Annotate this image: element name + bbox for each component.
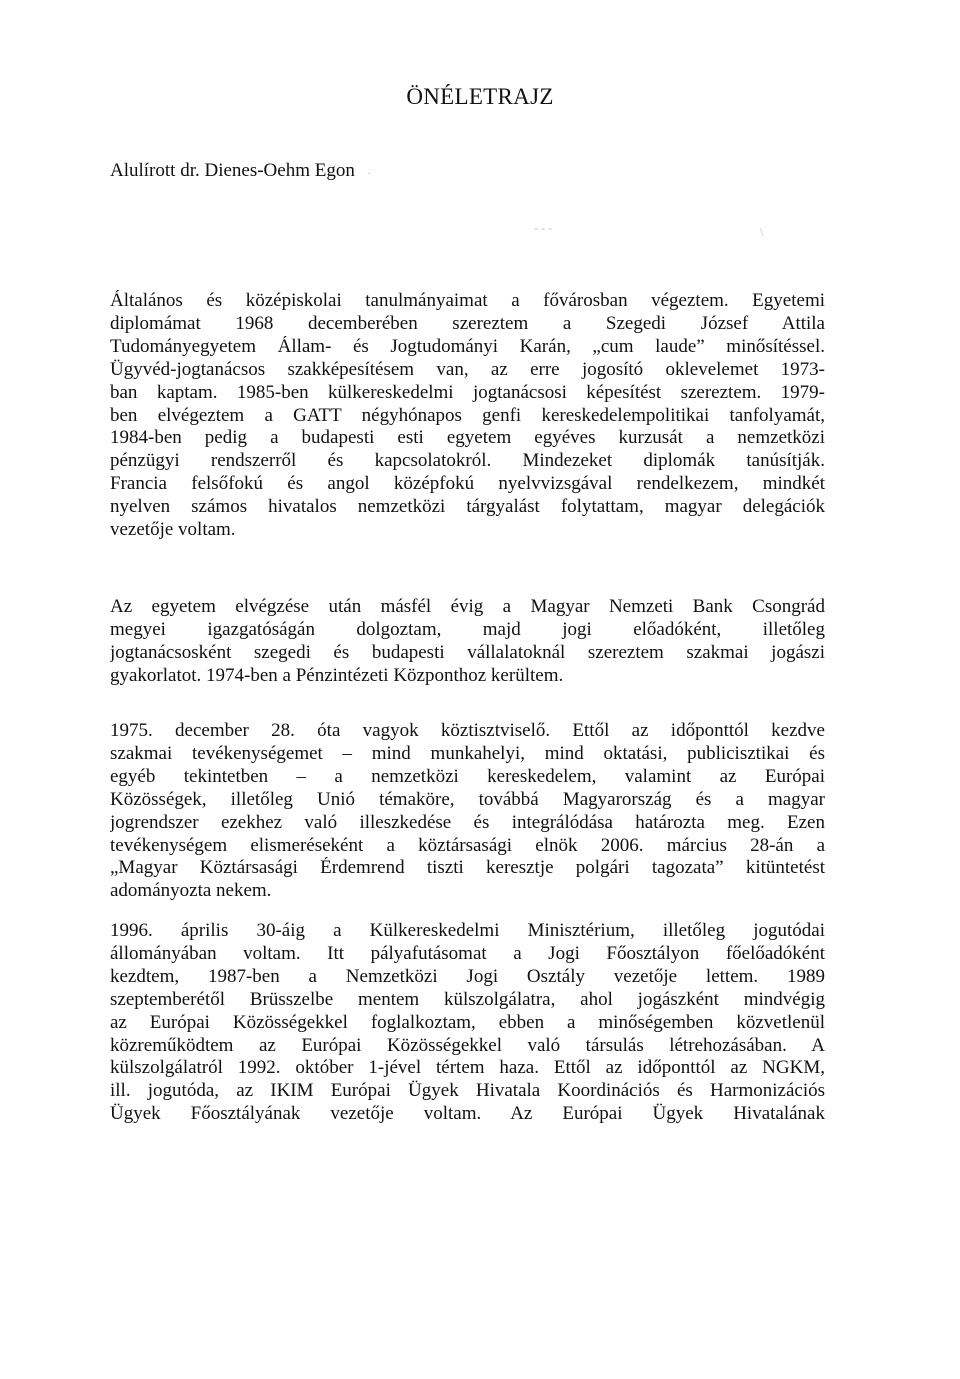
- text-line: ben elvégeztem a GATT négyhónapos genfi kereskedelempolitikai tanfolyamát,: [110, 404, 825, 426]
- text-line: szeptemberétől Brüsszelbe mentem külszolgálatra, ahol jogászként mindvégig: [110, 988, 825, 1010]
- text-line: Ügyvéd-jogtanácsos szakképesítésem van, az erre jogosító oklevelemet 1973-: [110, 358, 825, 380]
- scan-speck: ·: [367, 166, 371, 180]
- text-line: „Magyar Köztársasági Érdemrend tiszti keresztje polgári tagozata” kitüntetést: [110, 857, 825, 879]
- paragraph-civil-service: [110, 720, 825, 903]
- text-line: Az egyetem elvégzése után másfél évig a Magyar Nemzeti Bank Csongrád: [110, 596, 825, 617]
- text-line: ban kaptam. 1985-ben külkereskedelmi jogtanácsosi képesítést szereztem. 1979-: [110, 381, 825, 403]
- paragraph-ministry: [110, 920, 825, 1126]
- text-line: nyelven számos hivatalos nemzetközi tárgyalást folytattam, magyar delegációk: [110, 496, 825, 518]
- text-line: 1984-ben pedig a budapesti esti egyetem egyéves kurzusát a nemzetközi: [110, 427, 825, 449]
- text-line: Ügyek Főosztályának vezetője voltam. Az Európai Ügyek Hivatalának: [110, 1103, 825, 1125]
- text-line: szakmai tevékenységemet – mind munkahelyi, mind oktatási, publicisztikai és: [110, 742, 825, 764]
- paragraph-education: [110, 290, 825, 542]
- text-line: kezdtem, 1987-ben a Nemzetközi Jogi Osztály vezetője lettem. 1989: [110, 965, 825, 987]
- text-line: 1996. április 30-áig a Külkereskedelmi Minisztérium, illetőleg jogutódai: [110, 920, 825, 941]
- text-line: Közösségek, illetőleg Unió témaköre, továbbá Magyarország és a magyar: [110, 788, 825, 810]
- text-line: egyéb tekintetben – a nemzetközi kereskedelem, valamint az Európai: [110, 765, 825, 787]
- scan-speck: - - -: [534, 221, 552, 235]
- text-line: diplomámat 1968 decemberében szereztem a Szegedi József Attila: [110, 312, 825, 334]
- text-line: pénzügyi rendszerről és kapcsolatokról. Mindezeket diplomák tanúsítják.: [110, 450, 825, 472]
- text-line: adományozta nekem.: [110, 880, 272, 902]
- text-line: gyakorlatot. 1974-ben a Pénzintézeti Központhoz kerültem.: [110, 664, 564, 686]
- text-line: állományában voltam. Itt pályafutásomat a Jogi Főosztályon főelőadóként: [110, 942, 825, 964]
- text-line: ill. jogutóda, az IKIM Európai Ügyek Hivatala Koordinációs és Harmonizációs: [110, 1080, 825, 1102]
- text-line: jogtanácsosként szegedi és budapesti vállalatoknál szereztem szakmai jogászi: [110, 641, 825, 663]
- text-line: külszolgálatról 1992. október 1-jével tértem haza. Ettől az időponttól az NGKM,: [110, 1057, 825, 1079]
- text-line: vezetője voltam.: [110, 519, 236, 541]
- text-line: Tudományegyetem Állam- és Jogtudományi Karán, „cum laude” minősítéssel.: [110, 335, 825, 357]
- text-line: az Európai Közösségekkel foglalkoztam, ebben a minőségemben közvetlenül: [110, 1011, 825, 1033]
- text-line: jogrendszer ezekhez való illeszkedése és integrálódása határozta meg. Ezen: [110, 811, 825, 833]
- text-line: Általános és középiskolai tanulmányaimat a fővárosban végeztem. Egyetemi: [110, 290, 825, 311]
- text-line: tevékenységem elismeréseként a köztársasági elnök 2006. március 28-án a: [110, 834, 825, 856]
- text-line: megyei igazgatóságán dolgoztam, majd jogi előadóként, illetőleg: [110, 618, 825, 640]
- text-line: Francia felsőfokú és angol középfokú nyelvvizsgával rendelkezem, mindkét: [110, 473, 825, 495]
- intro-line: Alulírott dr. Dienes-Oehm Egon: [110, 160, 355, 181]
- text-line: 1975. december 28. óta vagyok köztisztviselő. Ettől az időponttól kezdve: [110, 720, 825, 741]
- document-title: ÖNÉLETRAJZ: [406, 84, 554, 109]
- text-line: közreműködtem az Európai Közösségekkel való társulás létrehozásában. A: [110, 1034, 825, 1056]
- scan-speck: \: [760, 225, 764, 239]
- paragraph-early-career: [110, 596, 825, 688]
